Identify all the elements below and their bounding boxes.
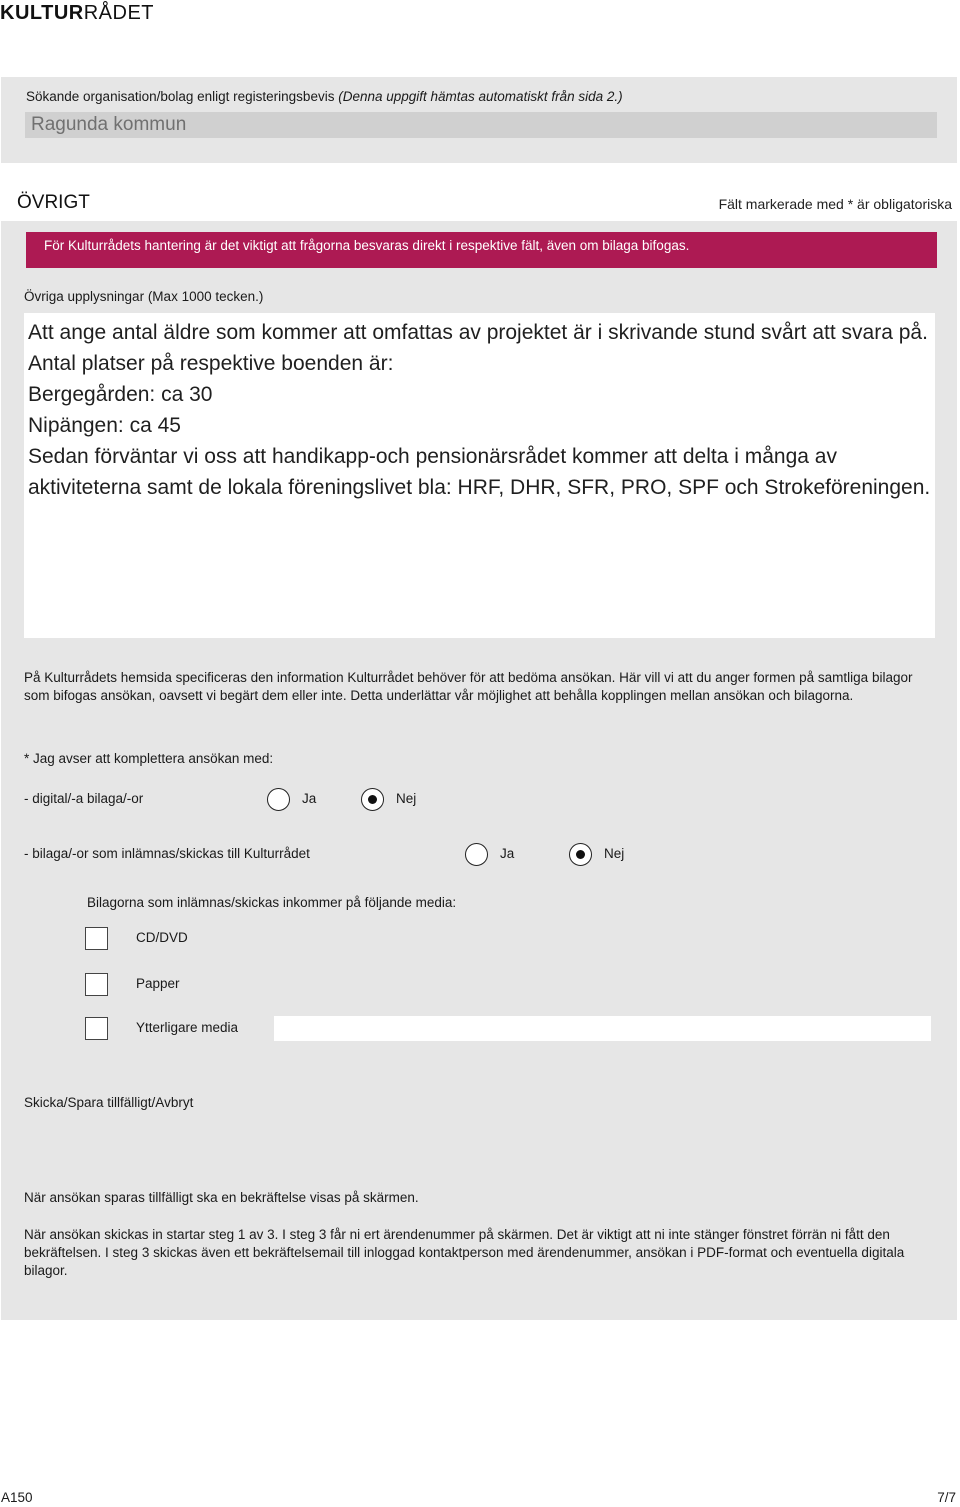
notes-label: Övriga upplysningar (Max 1000 tecken.) bbox=[24, 289, 264, 304]
send-note: När ansökan skickas in startar steg 1 av 3. I steg 3 får ni ert ärendenummer på skärmen. Det är viktigt att ni inte stänger fönstret förrän ni fått den bekräftelsen. I steg 3 skickas även ett bekräftelsemail till inloggad kontaktperson med ärendenummer, ansökan i PDF-format och eventuella digitala bilagor. bbox=[24, 1227, 905, 1278]
logo-light-text: RÅDET bbox=[83, 1, 155, 24]
paper-label: Papper bbox=[136, 976, 180, 991]
physical-no-label: Nej bbox=[604, 846, 625, 861]
supplement-label: * Jag avser att komplettera ansökan med: bbox=[24, 751, 274, 766]
media-option-other bbox=[85, 1017, 285, 1041]
organization-field: Ragunda kommun bbox=[25, 112, 937, 138]
attachments-info-text: På Kulturrådets hemsida specificeras den information Kulturrådet behöver för att bedöma ansökan. Här vill vi att du anger formen på samtliga bilagor som bifogas ansökan, oavsett vi begärt dem eller inte. Detta underlättar vår möjlighet att behålla kopplingen mellan ansökan och bilagorna. bbox=[24, 670, 913, 703]
media-option-paper bbox=[85, 973, 285, 997]
digital-yes-label: Ja bbox=[302, 791, 317, 806]
physical-no-radio[interactable] bbox=[569, 843, 592, 866]
kulturradet-logo bbox=[0, 2, 154, 24]
physical-attachments-question bbox=[24, 843, 644, 867]
cd-dvd-label: CD/DVD bbox=[136, 930, 188, 945]
ovrigt-panel bbox=[1, 221, 957, 1320]
other-media-input[interactable] bbox=[274, 1016, 931, 1041]
organization-panel bbox=[1, 77, 957, 163]
organization-label-main: Sökande organisation/bolag enligt registeringsbevis bbox=[26, 89, 339, 104]
physical-attachments-label: - bilaga/-or som inlämnas/skickas till Kulturrådet bbox=[24, 846, 310, 861]
physical-yes-label: Ja bbox=[500, 846, 515, 861]
digital-no-radio[interactable] bbox=[361, 788, 384, 811]
notes-textarea[interactable]: Att ange antal äldre som kommer att omfattas av projektet är i skrivande stund svårt att svara på. Antal platser på respektive boenden är: Bergegården: ca 30 Nipängen: ca 45 Sedan förväntar vi oss att handikapp-och pensionärsrådet kommer att delta i många av aktiviteterna samt de lokala föreningslivet bla: HRF, DHR, SFR, PRO, SPF och Strokeföreningen. bbox=[24, 313, 935, 638]
required-fields-note: Fält markerade med * är obligatoriska bbox=[718, 196, 952, 212]
logo-bold-text: KULTUR bbox=[0, 1, 84, 24]
digital-yes-radio[interactable] bbox=[267, 788, 290, 811]
section-title: ÖVRIGT bbox=[17, 192, 90, 213]
save-note: När ansökan sparas tillfälligt ska en bekräftelse visas på skärmen. bbox=[24, 1190, 419, 1205]
media-label: Bilagorna som inlämnas/skickas inkommer på följande media: bbox=[87, 895, 457, 910]
physical-yes-radio[interactable] bbox=[465, 843, 488, 866]
page-number: 7/7 bbox=[937, 1490, 956, 1505]
alert-banner: För Kulturrådets hantering är det viktigt att frågorna besvaras direkt i respektive fält, även om bilaga bifogas. bbox=[26, 232, 937, 268]
organization-label bbox=[26, 89, 623, 104]
digital-attachments-question bbox=[24, 788, 444, 812]
send-save-cancel-label: Skicka/Spara tillfälligt/Avbryt bbox=[24, 1095, 194, 1110]
other-media-label: Ytterligare media bbox=[136, 1020, 239, 1035]
media-option-cd-dvd bbox=[85, 927, 285, 951]
organization-label-note: (Denna uppgift hämtas automatiskt från sida 2.) bbox=[338, 89, 623, 104]
digital-attachments-label: - digital/-a bilaga/-or bbox=[24, 791, 144, 806]
paper-checkbox[interactable] bbox=[85, 973, 108, 996]
other-media-checkbox[interactable] bbox=[85, 1017, 108, 1040]
digital-no-label: Nej bbox=[396, 791, 417, 806]
form-code: A150 bbox=[1, 1490, 33, 1505]
cd-dvd-checkbox[interactable] bbox=[85, 927, 108, 950]
